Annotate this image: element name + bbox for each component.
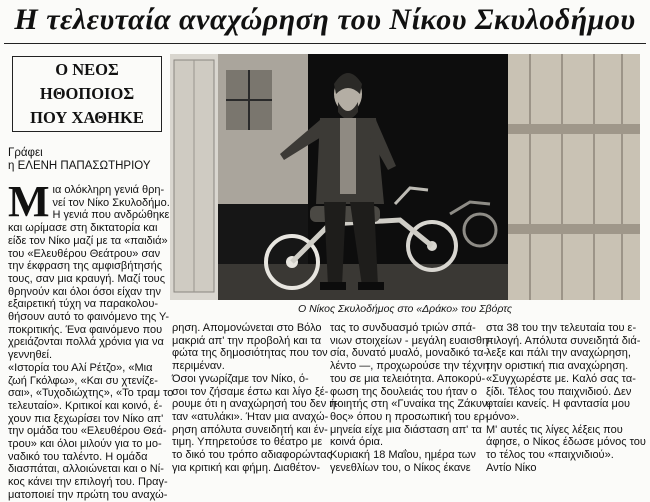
text-line: Κυριακή 18 Μαΐου, ημέρα των: [330, 449, 476, 462]
text-line: χουν πια ξεχωρίσει τον Νίκο απ': [8, 412, 164, 425]
text-line: νιων στοιχείων - μεγάλη ευαισθη-: [330, 334, 492, 347]
text-line: Όσοι γνωρίζαμε τον Νίκο, ό-: [172, 372, 309, 385]
text-line: ζωή Γκόλφω», «Και συ χτενίζε-: [8, 374, 158, 387]
text-line: «Συγχωρέστε με. Καλό σας τα-: [486, 372, 636, 385]
text-line: γενεθλίων του, ο Νίκος έκανε: [330, 461, 471, 474]
text-line: του σε μια τελειότητα. Αποκορύ-: [330, 372, 486, 385]
text-line: Μ' αυτές τις λίγες λέξεις που: [486, 423, 623, 436]
photo-illustration: [170, 54, 640, 300]
text-line: διασπάται, αλλοιώνεται και ο Νί-: [8, 463, 164, 476]
text-line: χρειάζονται πολλά χρόνια για να: [8, 336, 164, 349]
text-line: ια ολόκληρη γενιά θρη-: [52, 184, 165, 196]
text-line: τελευταίο». Κριτικοί και κοινό, έ-: [8, 399, 163, 412]
text-line: θήσουν αυτό το φαινόμενο της Υ-: [8, 311, 170, 324]
text-line: Αντίο Νίκο: [486, 461, 537, 474]
text-line: πιλογή. Απόλυτα συνειδητά διά-: [486, 334, 641, 347]
kicker-line-2: ΗΘΟΠΟΙΟΣ: [39, 84, 135, 103]
article-column-3: [330, 322, 492, 474]
text-line: γεννηθεί.: [8, 349, 53, 362]
text-line: θος» όπου η προσωπική του ερ-: [330, 410, 489, 423]
text-line: του «Ελευθέρου Θεάτρου» σαν: [8, 247, 161, 260]
text-line: σοι τον ζήσαμε έστω και λίγο ξέ-: [172, 385, 329, 398]
photo-caption: Ο Νίκος Σκυλοδήμος στο «Δράκο» του Σβόρτς: [297, 303, 513, 315]
text-line: «Ιστορία του Αλί Ρέτζο», «Μια: [8, 361, 153, 374]
text-line: περιμέναν.: [172, 360, 225, 373]
text-line: ρηση απόλυτα συνειδητή και έν-: [172, 423, 328, 436]
byline-label: Γράφει: [8, 147, 43, 159]
text-line: άφησε, ο Νίκος έδωσε μόνος του: [486, 436, 646, 449]
text-line: σία, δυνατό μυαλό, μοναδικό τα-: [330, 347, 488, 360]
article-column-1: [8, 177, 174, 502]
text-line: για κριτική και φήμη. Διαθέτον-: [172, 461, 321, 474]
text-line: τους, σαν μια κραυγή. Μαζί τους: [8, 272, 165, 285]
text-line: κος κάνει την επιλογή του. Πραγ-: [8, 476, 168, 489]
text-line: θρηνούν και όλοι όσοι είχαν την: [8, 285, 161, 298]
text-line: ναδικό του ταλέντο. Η ομάδα: [8, 450, 148, 463]
text-line: λεξε και πάλι την αναχώρηση,: [486, 347, 631, 360]
text-line: σαι», «Τυχοδιώχτης», «Το τραμ το: [8, 387, 174, 400]
text-line: ξίδι. Τέλος του παιχνιδιού. Δεν: [486, 385, 632, 398]
text-line: ρουμε ότι η αναχώρησή του δεν ή-: [172, 398, 340, 411]
text-line: Η γενιά που ανδρώθηκε: [52, 209, 170, 222]
text-line: τρου» και όλοι μιλούν για το μο-: [8, 438, 162, 451]
text-line: στα 38 του την τελευταία του ε-: [486, 322, 637, 334]
kicker-box: [12, 56, 162, 132]
text-line: ποιητής στη «Γυναίκα της Ζάκυν-: [330, 398, 492, 411]
text-line: φταίει κανείς. Η φαντασία μου: [486, 398, 631, 411]
text-line: τας το συνδυασμό τριών σπά-: [330, 322, 476, 334]
text-line: φώτα της δημοσιότητας που τον: [172, 347, 328, 360]
text-line: λέντο —, προχωρούσε την τέχνη: [330, 360, 489, 373]
kicker-line-1: Ο ΝΕΟΣ: [55, 60, 119, 79]
text-line: κοινά όρια.: [330, 436, 384, 449]
text-line: την οριστική πια αναχώρηση.: [486, 360, 629, 373]
text-line: ποκριτικής. Ένα φαινόμενο που: [8, 323, 163, 336]
article-column-2: [172, 322, 340, 474]
text-line: ταν «ατυλάκι». Ήταν μια αναχώ-: [172, 410, 329, 423]
article-column-4: [486, 322, 646, 474]
text-line: τιμη. Υπηρετούσε το θέατρο με: [172, 436, 323, 449]
text-line: είδε τον Νίκο μαζί με τα «παιδιά»: [8, 234, 168, 247]
text-line: ρηση. Απομονώνεται στο Βόλο: [172, 322, 322, 334]
text-line: μακριά απ' την προβολή και τα: [172, 334, 322, 347]
byline-name: η ΕΛΕΝΗ ΠΑΠΑΣΩΤΗΡΙΟΥ: [8, 160, 151, 172]
headline-rule: [4, 43, 646, 44]
text-line: φωση της δουλειάς του ήταν ο: [330, 385, 478, 398]
text-line: το τέλος του «παιχνιδιού».: [486, 449, 614, 462]
text-line: την ομάδα του «Ελευθέρου Θεά-: [8, 425, 167, 438]
text-line: την έκφραση της αμφισβήτησής: [8, 260, 162, 273]
headline: Η τελευταία αναχώρηση του Νίκου Σκυλοδήμου: [14, 3, 636, 36]
text-line: εξαιρετική τύχη να παρακολου-: [8, 298, 158, 311]
text-line: μόνο».: [486, 410, 520, 423]
text-line: μηνεία είχε μια διάσταση απ' τα: [330, 423, 482, 436]
text-line: νεί τον Νίκο Σκυλοδήμο.: [52, 196, 170, 209]
text-line: το δικό του τρόπο αδιαφορώντας: [172, 449, 332, 462]
kicker-line-3: ΠΟΥ ΧΑΘΗΚΕ: [30, 108, 144, 127]
text-line: και ωρίμασε στη δικτατορία και: [8, 222, 158, 235]
dropcap: Μ: [8, 177, 50, 226]
text-line: ματοποιεί την πρώτη του αναχώ-: [8, 488, 168, 501]
article-photo: [170, 54, 640, 300]
